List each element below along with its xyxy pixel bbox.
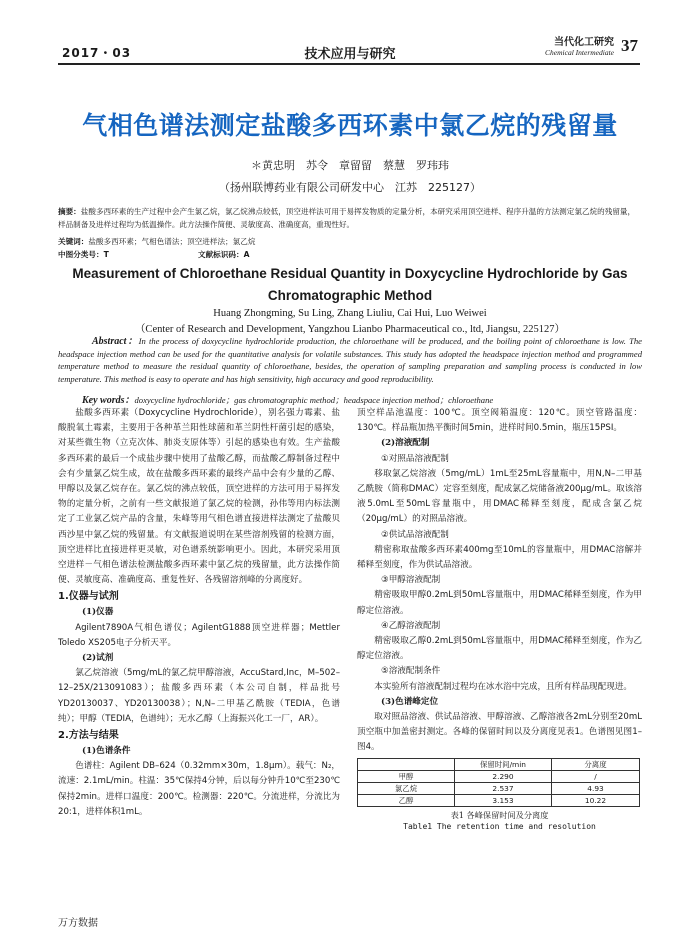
class-number-value: T [103,250,109,259]
item-methanol-solution: ③甲醇溶液配制 [381,575,441,586]
table-cell: 2.290 [455,770,552,782]
table-row [358,770,640,782]
table-cell: 甲醇 [358,770,455,782]
item-reference-solution-text: 移取氯乙烷溶液（5mg/mL）1mL至25mL容量瓶中，用N,N–二甲基乙酰胺（简称DMAC）定容至刻度，配成氯乙烷储备液200μg/mL。取该溶液5.0mL至50mL容量瓶中，用DMAC稀释至刻度，配成含氯乙烷（20μg/mL）的对照品溶液。 [357,468,642,525]
table-header-row [358,758,640,770]
table-cell: 4.93 [552,782,640,794]
table-header-cell [358,758,455,770]
table-cell: 2.537 [455,782,552,794]
abstract-zh [58,206,642,231]
class-number-label: 中图分类号： [58,250,104,259]
header-divider [58,63,640,65]
item-test-solution-text: 精密称取盐酸多西环素400mg至10mL的容量瓶中，用DMAC溶解并稀释至刻度，作为供试品溶液。 [357,544,642,571]
instruments-text: Agilent7890A气相色谱仪；AgilentG1888顶空进样器；Mettler Toledo XS205电子分析天平。 [58,622,340,648]
subsection-solution-prep: (2)溶液配制 [381,438,430,449]
authors-en: Huang Zhongming, Su Ling, Zhang Liuliu, Cai Hui, Luo Weiwei [213,308,487,319]
abstract-zh-label: 摘要： [58,207,81,216]
peak-location-text: 取对照品溶液、供试品溶液、甲醇溶液、乙醇溶液各2mL分别至20mL顶空瓶中加盖密封测定。各峰的保留时间以及分离度见表1。色谱图见图1–图4。 [357,712,642,753]
keywords-zh [58,236,642,249]
table-caption-en: Table1 The retention time and resolution [403,821,596,831]
abstract-en-text: In the process of doxycycline hydrochloride production, the chloroethane will be produced, and the boiling point of chloroethane is low. The headspace injection method can be used for the quantitative analysis for volatile substances. This study has adopted the headspace injection method and programmed temperature method to measure the residual quantity of chloroethane, besides, the operation of sampling preparation and sampling process is conducted in low temperature. This method is easy to operate and has high sensitivity, high accuracy and good reproducibility. [58,336,642,384]
item-methanol-solution-text: 精密吸取甲醇0.2mL到50mL容量瓶中，用DMAC稀释至刻度，作为甲醇定位溶液。 [357,590,642,616]
affiliation-en: （Center of Research and Development, Yangzhou Lianbo Pharmaceutical co., ltd, Jiangsu, 225127） [134,324,566,335]
keywords-zh-text: 盐酸多西环素；气相色谱法；顶空进样法；氯乙烷 [88,237,256,246]
keywords-zh-label: 关键词： [58,237,89,246]
item-ethanol-solution: ④乙醇溶液配制 [381,620,441,631]
journal-name-en: Chemical Intermediate [545,47,614,57]
results-table [357,758,640,807]
subsection-peak-location: (3)色谱峰定位 [381,696,439,707]
affiliation-zh: （扬州联博药业有限公司研发中心 江苏 225127） [219,181,481,194]
abstract-en-label: Abstract： [92,336,139,347]
issue-date: 2017・03 [62,46,132,60]
table-cell: 10.22 [552,794,640,806]
table-cell: 氯乙烷 [358,782,455,794]
subsection-instruments: (1)仪器 [82,607,114,618]
item-prep-conditions-text: 本实验所有溶液配制过程均在冰水浴中完成，且所有样品现配现进。 [374,681,633,692]
gc-conditions-text: 色谱柱：Agilent DB–624（0.32mm×30m，1.8μm）。载气：N₂，流速：2.1mL/min。柱温：35℃保持4分钟，后以每分钟升10℃至230℃保持2min。进样口温度：200℃。检测器：220℃。分流进样，分流比为20:1，进样体积1mL。 [58,761,340,817]
item-ethanol-solution-text: 精密吸取乙醇0.2mL到50mL容量瓶中，用DMAC稀释至刻度，作为乙醇定位溶液。 [357,636,642,662]
gc-conditions-continued: 顶空样品池温度：100℃。顶空阀箱温度：120℃。顶空管路温度：130℃。样品瓶加热平衡时间5min，进样时间0.5min，瓶压15PSI。 [357,408,642,434]
subsection-reagents: (2)试剂 [82,653,114,664]
authors-zh: ＊黄忠明 苏令 章留留 蔡慧 罗玮玮 [251,159,449,172]
table-caption-zh: 表1 各峰保留时间及分离度 [450,809,549,820]
table-cell: / [552,770,640,782]
body-column-left [58,406,340,820]
table-header-cell: 分离度 [552,758,640,770]
section-heading-2: 2.方法与结果 [58,730,119,742]
subsection-gc-conditions: (1)色谱条件 [82,746,131,757]
body-column-right [357,406,642,833]
keywords-en-label: Key words： [82,395,135,406]
table-header-cell: 保留时间/min [455,758,552,770]
article-title-zh: 气相色谱法测定盐酸多西环素中氯乙烷的残留量 [82,111,618,140]
table-cell: 3.153 [455,794,552,806]
section-heading-1: 1.仪器与试剂 [58,591,119,603]
item-prep-conditions: ⑤溶液配制条件 [381,666,441,677]
intro-paragraph: 盐酸多西环素（Doxycycline Hydrochloride），别名强力霉素、盐酸脱氧土霉素，主要用于各种革兰阳性球菌和革兰阴性杆菌引起的感染，对某些微生物（立克次体、肺炎支原体等）引起的感染也有效。生产盐酸多西环素的最后一个成盐步骤中使用了盐酸乙醇，而盐酸乙醇制备过程中会有少量氯乙烷生成，故在盐酸多西环素的最终产品中会有少量的乙醇、甲醇以及氯乙烷存在。氯乙烷的沸点较低，顶空进样的方法可用于易挥发物的定量分析，之前有一些文献报道了氯乙烷的检测，孙伟等用内标法测定了工业氯乙烷产品的含量，朱峰等用气相色谱直接进样法测定了盐酸贝西沙星中氯乙烷的残留量。有文献报道说明在某些溶剂残留的检测方面，顶空进样比直接进样更灵敏，对色谱系统影响更小。因此，本研究采用顶空进样－气相色谱法检测盐酸多西环素中氯乙烷的残留量，此方法操作简便、灵敏度高、准确度高、重复性好、各残留溶剂峰的分离度好。 [58,408,340,586]
keywords-en-text: doxycycline hydrochloride；gas chromatographic method；headspace injection method；chloroethane [134,395,494,405]
abstract-en [58,335,642,385]
item-test-solution: ②供试品溶液配制 [381,529,449,540]
source-watermark: 万方数据 [58,918,98,929]
reagents-text: 氯乙烷溶液（5mg/mL的氯乙烷甲醇溶液，AccuStard,Inc，M–502–12–25X/213091083）；盐酸多西环素（本公司自制，样品批号YD20130037、YD20130038）；N,N–二甲基乙酰胺（TEDIA，色谱纯）；甲醇（TEDIA，色谱纯）；无水乙醇（上海振兴化工一厂，AR）。 [58,668,340,724]
journal-name-zh: 当代化工研究 [554,37,614,48]
doc-code-value: A [243,250,250,259]
keywords-en [58,391,642,406]
abstract-zh-text: 盐酸多西环素的生产过程中会产生氯乙烷，氯乙烷沸点较低，顶空进样法可用于易挥发物质的定量分析，本研究采用顶空进样、程序升温的方法测定氯乙烷的残留量，样品制备及进样过程均为低温操作。此方法操作简便、灵敏度高、准确度高，重现性好。 [58,207,636,229]
journal-name [545,38,614,56]
item-reference-solution: ①对照品溶液配制 [381,453,449,464]
classification-line [58,249,642,262]
page-number: 37 [621,36,638,55]
table-row [358,782,640,794]
doc-code-label: 文献标识码： [198,250,244,259]
section-title: 技术应用与研究 [304,47,396,62]
table-cell: 乙醇 [358,794,455,806]
table-row [358,794,640,806]
article-title-en: Measurement of Chloroethane Residual Quantity in Doxycycline Hydrochloride by Gas Chromatographic Method [72,266,628,303]
